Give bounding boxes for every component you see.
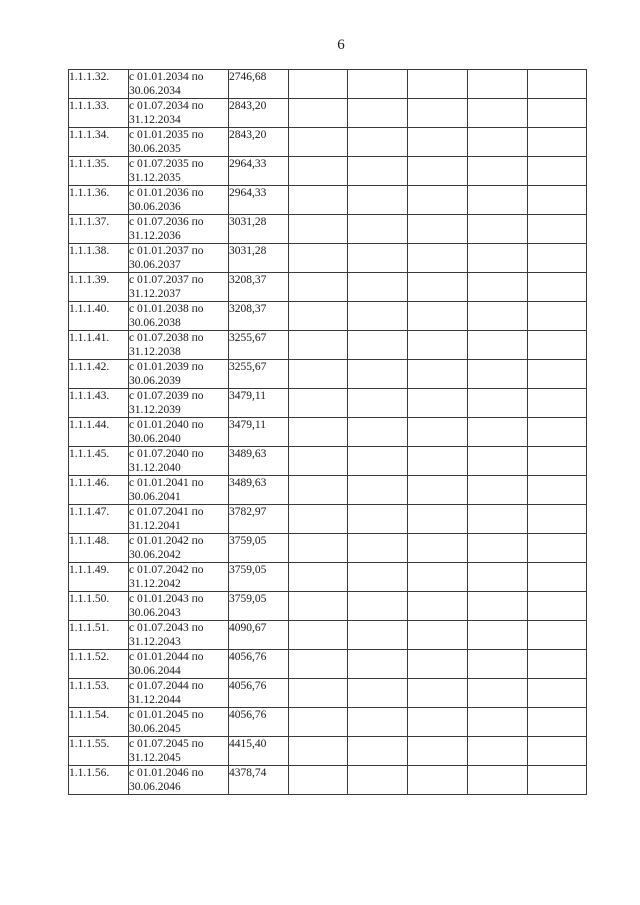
table-row bbox=[69, 360, 587, 389]
period-from: с 01.01.2039 по bbox=[129, 361, 204, 373]
period-to: 31.12.2042 bbox=[129, 578, 181, 590]
period-to: 31.12.2041 bbox=[129, 520, 181, 532]
row-number-cell: 1.1.1.53. bbox=[69, 679, 129, 708]
empty-cell bbox=[408, 679, 468, 708]
tariff-value-cell: 2964,33 bbox=[229, 186, 289, 215]
period-from: с 01.01.2038 по bbox=[129, 303, 204, 315]
row-number-cell: 1.1.1.50. bbox=[69, 592, 129, 621]
empty-cell bbox=[348, 476, 408, 505]
empty-cell bbox=[348, 157, 408, 186]
empty-cell bbox=[408, 186, 468, 215]
empty-cell bbox=[528, 737, 587, 766]
empty-cell bbox=[348, 360, 408, 389]
period-to: 31.12.2040 bbox=[129, 462, 181, 474]
empty-cell bbox=[408, 766, 468, 795]
row-number-cell: 1.1.1.49. bbox=[69, 563, 129, 592]
tariff-value-cell: 3031,28 bbox=[229, 215, 289, 244]
period-from: с 01.07.2039 по bbox=[129, 390, 204, 402]
period-cell bbox=[129, 418, 229, 447]
period-cell bbox=[129, 244, 229, 273]
empty-cell bbox=[348, 592, 408, 621]
empty-cell bbox=[528, 157, 587, 186]
period-to: 31.12.2043 bbox=[129, 636, 181, 648]
period-cell bbox=[129, 563, 229, 592]
empty-cell bbox=[408, 389, 468, 418]
tariff-table-body bbox=[69, 70, 587, 795]
empty-cell bbox=[408, 476, 468, 505]
tariff-value-cell: 4056,76 bbox=[229, 708, 289, 737]
empty-cell bbox=[289, 273, 348, 302]
empty-cell bbox=[289, 563, 348, 592]
empty-cell bbox=[408, 331, 468, 360]
empty-cell bbox=[528, 70, 587, 99]
empty-cell bbox=[289, 650, 348, 679]
tariff-value-cell: 3031,28 bbox=[229, 244, 289, 273]
page-number: 6 bbox=[337, 37, 345, 53]
table-row bbox=[69, 621, 587, 650]
table-row bbox=[69, 302, 587, 331]
empty-cell bbox=[408, 447, 468, 476]
period-to: 30.06.2040 bbox=[129, 433, 181, 445]
empty-cell bbox=[408, 302, 468, 331]
empty-cell bbox=[528, 621, 587, 650]
empty-cell bbox=[468, 766, 528, 795]
period-from: с 01.07.2035 по bbox=[129, 158, 204, 170]
tariff-value-cell: 3759,05 bbox=[229, 592, 289, 621]
period-from: с 01.01.2045 по bbox=[129, 709, 204, 721]
period-from: с 01.01.2037 по bbox=[129, 245, 204, 257]
empty-cell bbox=[348, 534, 408, 563]
empty-cell bbox=[468, 418, 528, 447]
period-cell bbox=[129, 505, 229, 534]
tariff-value-cell: 3208,37 bbox=[229, 302, 289, 331]
table-row bbox=[69, 70, 587, 99]
empty-cell bbox=[348, 621, 408, 650]
period-cell bbox=[129, 447, 229, 476]
period-cell bbox=[129, 476, 229, 505]
period-from: с 01.07.2041 по bbox=[129, 506, 204, 518]
row-number-cell: 1.1.1.55. bbox=[69, 737, 129, 766]
period-cell bbox=[129, 215, 229, 244]
period-from: с 01.01.2034 по bbox=[129, 71, 204, 83]
period-cell bbox=[129, 534, 229, 563]
empty-cell bbox=[289, 476, 348, 505]
empty-cell bbox=[348, 650, 408, 679]
tariff-value-cell: 4415,40 bbox=[229, 737, 289, 766]
empty-cell bbox=[408, 737, 468, 766]
period-from: с 01.07.2044 по bbox=[129, 680, 204, 692]
period-cell bbox=[129, 128, 229, 157]
empty-cell bbox=[468, 592, 528, 621]
table-row bbox=[69, 447, 587, 476]
row-number-cell: 1.1.1.56. bbox=[69, 766, 129, 795]
tariff-value-cell: 4378,74 bbox=[229, 766, 289, 795]
empty-cell bbox=[289, 244, 348, 273]
tariff-table bbox=[68, 69, 587, 795]
empty-cell bbox=[528, 331, 587, 360]
period-cell bbox=[129, 157, 229, 186]
row-number-cell: 1.1.1.45. bbox=[69, 447, 129, 476]
period-to: 30.06.2041 bbox=[129, 491, 181, 503]
empty-cell bbox=[289, 331, 348, 360]
empty-cell bbox=[289, 157, 348, 186]
period-to: 31.12.2036 bbox=[129, 230, 181, 242]
empty-cell bbox=[408, 70, 468, 99]
empty-cell bbox=[289, 621, 348, 650]
empty-cell bbox=[348, 389, 408, 418]
empty-cell bbox=[408, 505, 468, 534]
table-row bbox=[69, 476, 587, 505]
empty-cell bbox=[289, 679, 348, 708]
table-row bbox=[69, 563, 587, 592]
empty-cell bbox=[468, 708, 528, 737]
period-from: с 01.07.2036 по bbox=[129, 216, 204, 228]
period-to: 30.06.2036 bbox=[129, 201, 181, 213]
row-number-cell: 1.1.1.43. bbox=[69, 389, 129, 418]
period-to: 31.12.2035 bbox=[129, 172, 181, 184]
row-number-cell: 1.1.1.38. bbox=[69, 244, 129, 273]
empty-cell bbox=[528, 128, 587, 157]
empty-cell bbox=[408, 418, 468, 447]
empty-cell bbox=[289, 708, 348, 737]
empty-cell bbox=[528, 708, 587, 737]
table-row bbox=[69, 273, 587, 302]
period-from: с 01.07.2034 по bbox=[129, 100, 204, 112]
period-to: 31.12.2039 bbox=[129, 404, 181, 416]
period-from: с 01.01.2040 по bbox=[129, 419, 204, 431]
row-number-cell: 1.1.1.36. bbox=[69, 186, 129, 215]
empty-cell bbox=[468, 389, 528, 418]
empty-cell bbox=[528, 186, 587, 215]
empty-cell bbox=[528, 650, 587, 679]
row-number-cell: 1.1.1.34. bbox=[69, 128, 129, 157]
empty-cell bbox=[408, 99, 468, 128]
row-number-cell: 1.1.1.35. bbox=[69, 157, 129, 186]
empty-cell bbox=[348, 418, 408, 447]
empty-cell bbox=[348, 70, 408, 99]
table-row bbox=[69, 737, 587, 766]
empty-cell bbox=[289, 186, 348, 215]
period-cell bbox=[129, 389, 229, 418]
period-cell bbox=[129, 650, 229, 679]
tariff-value-cell: 3208,37 bbox=[229, 273, 289, 302]
table-row bbox=[69, 679, 587, 708]
period-cell bbox=[129, 331, 229, 360]
row-number-cell: 1.1.1.51. bbox=[69, 621, 129, 650]
empty-cell bbox=[289, 360, 348, 389]
empty-cell bbox=[528, 418, 587, 447]
empty-cell bbox=[348, 244, 408, 273]
empty-cell bbox=[348, 708, 408, 737]
empty-cell bbox=[289, 418, 348, 447]
table-row bbox=[69, 331, 587, 360]
empty-cell bbox=[289, 70, 348, 99]
empty-cell bbox=[408, 621, 468, 650]
period-to: 30.06.2045 bbox=[129, 723, 181, 735]
empty-cell bbox=[289, 215, 348, 244]
empty-cell bbox=[348, 302, 408, 331]
row-number-cell: 1.1.1.41. bbox=[69, 331, 129, 360]
period-cell bbox=[129, 679, 229, 708]
period-to: 31.12.2038 bbox=[129, 346, 181, 358]
period-from: с 01.07.2040 по bbox=[129, 448, 204, 460]
empty-cell bbox=[348, 563, 408, 592]
empty-cell bbox=[528, 99, 587, 128]
row-number-cell: 1.1.1.32. bbox=[69, 70, 129, 99]
empty-cell bbox=[468, 273, 528, 302]
tariff-value-cell: 4056,76 bbox=[229, 679, 289, 708]
empty-cell bbox=[468, 650, 528, 679]
period-from: с 01.07.2043 по bbox=[129, 622, 204, 634]
table-row bbox=[69, 99, 587, 128]
period-cell bbox=[129, 621, 229, 650]
tariff-value-cell: 2843,20 bbox=[229, 99, 289, 128]
period-from: с 01.01.2043 по bbox=[129, 593, 204, 605]
empty-cell bbox=[528, 679, 587, 708]
empty-cell bbox=[468, 563, 528, 592]
table-row bbox=[69, 389, 587, 418]
tariff-value-cell: 3782,97 bbox=[229, 505, 289, 534]
period-to: 31.12.2037 bbox=[129, 288, 181, 300]
empty-cell bbox=[468, 447, 528, 476]
period-from: с 01.01.2041 по bbox=[129, 477, 204, 489]
empty-cell bbox=[289, 128, 348, 157]
empty-cell bbox=[468, 99, 528, 128]
row-number-cell: 1.1.1.40. bbox=[69, 302, 129, 331]
empty-cell bbox=[468, 186, 528, 215]
period-from: с 01.01.2044 по bbox=[129, 651, 204, 663]
tariff-value-cell: 3479,11 bbox=[229, 418, 289, 447]
empty-cell bbox=[348, 186, 408, 215]
empty-cell bbox=[468, 737, 528, 766]
tariff-value-cell: 4090,67 bbox=[229, 621, 289, 650]
empty-cell bbox=[408, 534, 468, 563]
empty-cell bbox=[348, 99, 408, 128]
row-number-cell: 1.1.1.52. bbox=[69, 650, 129, 679]
period-cell bbox=[129, 273, 229, 302]
period-from: с 01.07.2038 по bbox=[129, 332, 204, 344]
period-cell bbox=[129, 70, 229, 99]
period-from: с 01.01.2042 по bbox=[129, 535, 204, 547]
row-number-cell: 1.1.1.48. bbox=[69, 534, 129, 563]
period-to: 30.06.2035 bbox=[129, 143, 181, 155]
empty-cell bbox=[289, 389, 348, 418]
empty-cell bbox=[528, 215, 587, 244]
empty-cell bbox=[289, 447, 348, 476]
period-to: 31.12.2034 bbox=[129, 114, 181, 126]
empty-cell bbox=[468, 621, 528, 650]
empty-cell bbox=[408, 273, 468, 302]
empty-cell bbox=[528, 505, 587, 534]
period-to: 31.12.2044 bbox=[129, 694, 181, 706]
empty-cell bbox=[348, 766, 408, 795]
tariff-value-cell: 3759,05 bbox=[229, 563, 289, 592]
period-from: с 01.07.2037 по bbox=[129, 274, 204, 286]
period-to: 30.06.2042 bbox=[129, 549, 181, 561]
empty-cell bbox=[408, 650, 468, 679]
empty-cell bbox=[468, 679, 528, 708]
table-row bbox=[69, 766, 587, 795]
table-row bbox=[69, 592, 587, 621]
period-to: 30.06.2043 bbox=[129, 607, 181, 619]
row-number-cell: 1.1.1.33. bbox=[69, 99, 129, 128]
empty-cell bbox=[289, 534, 348, 563]
empty-cell bbox=[528, 244, 587, 273]
empty-cell bbox=[528, 476, 587, 505]
empty-cell bbox=[468, 70, 528, 99]
tariff-value-cell: 4056,76 bbox=[229, 650, 289, 679]
empty-cell bbox=[408, 215, 468, 244]
empty-cell bbox=[528, 273, 587, 302]
period-cell bbox=[129, 99, 229, 128]
period-from: с 01.07.2045 по bbox=[129, 738, 204, 750]
empty-cell bbox=[289, 99, 348, 128]
row-number-cell: 1.1.1.46. bbox=[69, 476, 129, 505]
empty-cell bbox=[289, 592, 348, 621]
period-cell bbox=[129, 737, 229, 766]
period-from: с 01.07.2042 по bbox=[129, 564, 204, 576]
period-from: с 01.01.2036 по bbox=[129, 187, 204, 199]
row-number-cell: 1.1.1.47. bbox=[69, 505, 129, 534]
tariff-value-cell: 3759,05 bbox=[229, 534, 289, 563]
empty-cell bbox=[348, 505, 408, 534]
empty-cell bbox=[528, 563, 587, 592]
empty-cell bbox=[408, 244, 468, 273]
tariff-value-cell: 2843,20 bbox=[229, 128, 289, 157]
tariff-value-cell: 3489,63 bbox=[229, 447, 289, 476]
period-to: 30.06.2046 bbox=[129, 781, 181, 793]
empty-cell bbox=[528, 766, 587, 795]
tariff-value-cell: 3255,67 bbox=[229, 331, 289, 360]
period-to: 30.06.2044 bbox=[129, 665, 181, 677]
period-from: с 01.01.2035 по bbox=[129, 129, 204, 141]
empty-cell bbox=[528, 447, 587, 476]
empty-cell bbox=[528, 534, 587, 563]
period-cell bbox=[129, 708, 229, 737]
period-cell bbox=[129, 302, 229, 331]
period-cell bbox=[129, 766, 229, 795]
empty-cell bbox=[468, 215, 528, 244]
period-cell bbox=[129, 360, 229, 389]
table-row bbox=[69, 650, 587, 679]
row-number-cell: 1.1.1.42. bbox=[69, 360, 129, 389]
empty-cell bbox=[408, 128, 468, 157]
period-to: 30.06.2037 bbox=[129, 259, 181, 271]
empty-cell bbox=[348, 737, 408, 766]
empty-cell bbox=[289, 737, 348, 766]
period-to: 31.12.2045 bbox=[129, 752, 181, 764]
empty-cell bbox=[289, 302, 348, 331]
empty-cell bbox=[348, 273, 408, 302]
tariff-value-cell: 3479,11 bbox=[229, 389, 289, 418]
period-cell bbox=[129, 186, 229, 215]
table-row bbox=[69, 157, 587, 186]
tariff-value-cell: 3489,63 bbox=[229, 476, 289, 505]
empty-cell bbox=[528, 360, 587, 389]
empty-cell bbox=[348, 128, 408, 157]
empty-cell bbox=[528, 592, 587, 621]
empty-cell bbox=[289, 505, 348, 534]
table-row bbox=[69, 215, 587, 244]
table-row bbox=[69, 505, 587, 534]
empty-cell bbox=[468, 331, 528, 360]
tariff-value-cell: 2746,68 bbox=[229, 70, 289, 99]
period-to: 30.06.2039 bbox=[129, 375, 181, 387]
empty-cell bbox=[348, 679, 408, 708]
empty-cell bbox=[468, 302, 528, 331]
row-number-cell: 1.1.1.44. bbox=[69, 418, 129, 447]
empty-cell bbox=[408, 157, 468, 186]
empty-cell bbox=[348, 447, 408, 476]
empty-cell bbox=[468, 476, 528, 505]
empty-cell bbox=[468, 128, 528, 157]
row-number-cell: 1.1.1.54. bbox=[69, 708, 129, 737]
table-row bbox=[69, 534, 587, 563]
empty-cell bbox=[408, 563, 468, 592]
empty-cell bbox=[289, 766, 348, 795]
tariff-value-cell: 2964,33 bbox=[229, 157, 289, 186]
empty-cell bbox=[468, 360, 528, 389]
empty-cell bbox=[468, 157, 528, 186]
table-row bbox=[69, 128, 587, 157]
table-row bbox=[69, 186, 587, 215]
period-to: 30.06.2038 bbox=[129, 317, 181, 329]
empty-cell bbox=[408, 708, 468, 737]
tariff-value-cell: 3255,67 bbox=[229, 360, 289, 389]
empty-cell bbox=[528, 389, 587, 418]
row-number-cell: 1.1.1.39. bbox=[69, 273, 129, 302]
table-row bbox=[69, 418, 587, 447]
empty-cell bbox=[408, 360, 468, 389]
period-to: 30.06.2034 bbox=[129, 85, 181, 97]
table-row bbox=[69, 244, 587, 273]
empty-cell bbox=[468, 505, 528, 534]
period-cell bbox=[129, 592, 229, 621]
empty-cell bbox=[348, 215, 408, 244]
empty-cell bbox=[468, 244, 528, 273]
table-row bbox=[69, 708, 587, 737]
empty-cell bbox=[348, 331, 408, 360]
empty-cell bbox=[468, 534, 528, 563]
period-from: с 01.01.2046 по bbox=[129, 767, 204, 779]
row-number-cell: 1.1.1.37. bbox=[69, 215, 129, 244]
empty-cell bbox=[408, 592, 468, 621]
empty-cell bbox=[528, 302, 587, 331]
